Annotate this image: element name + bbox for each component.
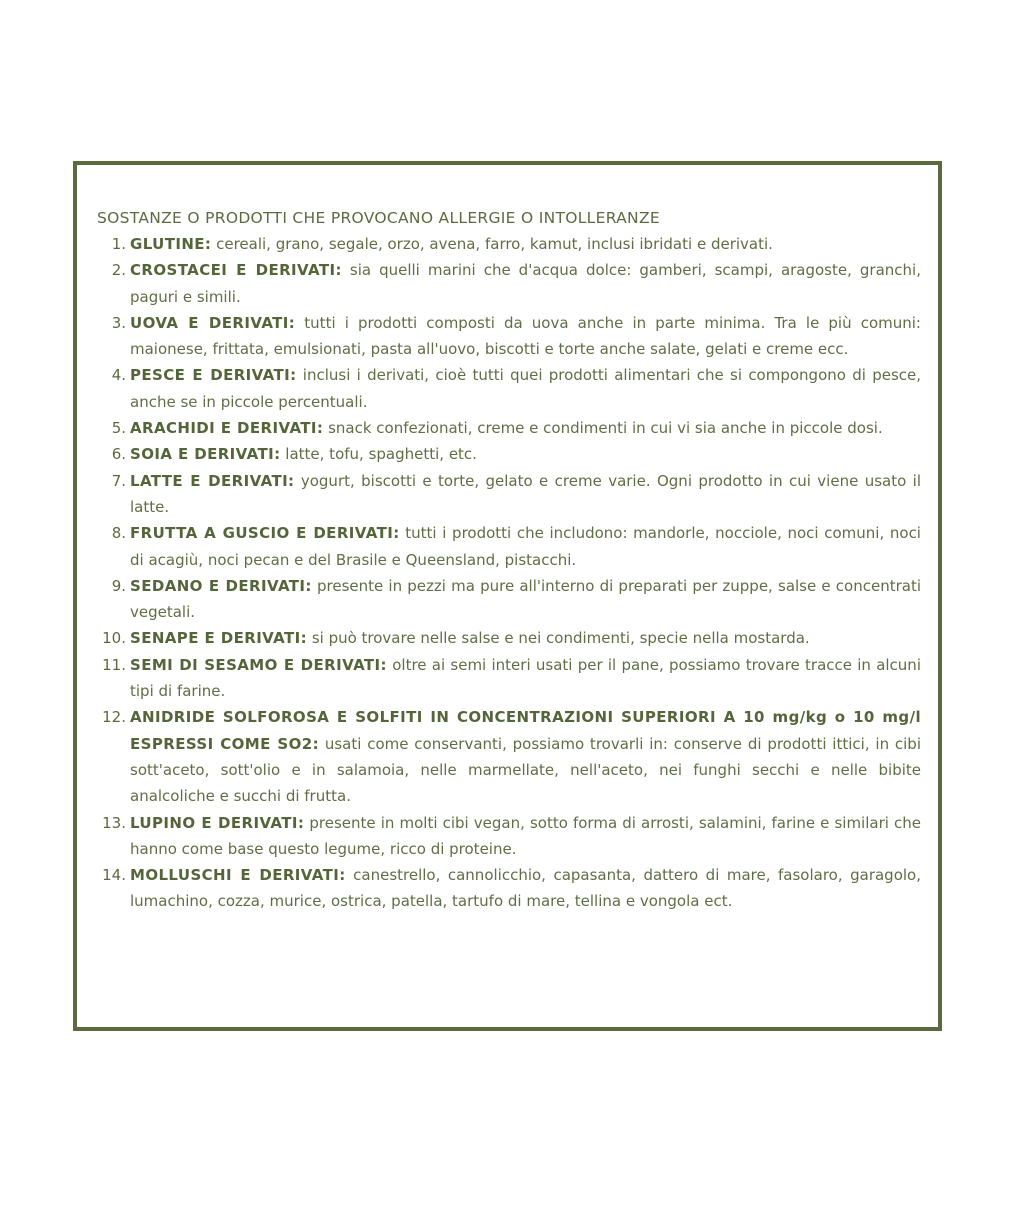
item-number: 11. [102,655,126,674]
allergen-name: SENAPE E DERIVATI: [130,629,308,648]
list-item [97,704,921,809]
item-number: 3. [111,313,126,332]
item-number: 1. [111,235,126,253]
allergen-description: presente in pezzi ma pure all'interno di preparati per zuppe, salse e concentrati vegetali. [130,576,922,622]
item-number: 10. [102,629,126,648]
item-number: 12. [102,708,126,727]
allergen-name: FRUTTA A GUSCIO E DERIVATI: [130,524,400,543]
item-number: 14. [102,866,126,885]
allergen-name: MOLLUSCHI E DERIVATI: [130,866,346,885]
allergen-content [97,205,921,915]
allergen-name: SEMI DI SESAMO E DERIVATI: [130,655,387,674]
allergen-description: latte, tofu, spaghetti, etc. [285,445,477,464]
allergen-description: cereali, grano, segale, orzo, avena, farro, kamut, inclusi ibridati e derivati. [216,235,773,253]
list-item [97,468,921,521]
list-item [97,362,921,415]
allergen-name: PESCE E DERIVATI: [130,366,297,385]
page-title: SOSTANZE O PRODOTTI CHE PROVOCANO ALLERGIE O INTOLLERANZE [97,209,660,227]
allergen-name: UOVA E DERIVATI: [130,313,296,332]
list-item [97,231,921,257]
allergen-name: CROSTACEI E DERIVATI: [130,261,342,280]
allergen-description: tutti i prodotti composti da uova anche in parte minima. Tra le più comuni: maionese, frittata, emulsionati, pasta all'uovo, biscotti e torte anche salate, gelati e creme ecc. [130,313,921,359]
allergen-name: SEDANO E DERIVATI: [130,576,312,595]
item-number: 13. [102,813,126,832]
list-item [97,625,921,651]
allergen-name: SOIA E DERIVATI: [130,445,281,464]
allergen-name: ARACHIDI E DERIVATI: [130,419,324,438]
item-number: 7. [111,471,126,490]
item-number: 2. [111,261,126,280]
list-item [97,652,921,705]
item-number: 9. [111,576,126,595]
allergen-panel [73,161,942,1031]
allergen-description: yogurt, biscotti e torte, gelato e creme varie. Ogni prodotto in cui viene usato il latte. [130,471,921,516]
allergen-description: inclusi i derivati, cioè tutti quei prodotti alimentari che si compongono di pesce, anche se in piccole percentuali. [130,366,922,411]
allergen-name: ANIDRIDE SOLFOROSA E SOLFITI IN CONCENTRAZIONI SUPERIORI A 10 mg/kg o 10 mg/l ESPRESSI COME SO2: [130,708,921,753]
allergen-name: GLUTINE: [130,235,212,253]
list-item [97,520,921,573]
allergen-description: presente in molti cibi vegan, sotto forma di arrosti, salamini, farine e similari che hanno come base questo legume, ricco di proteine. [130,813,921,858]
allergen-list [97,231,921,915]
allergen-description: tutti i prodotti che includono: mandorle, nocciole, noci comuni, noci di acagiù, noci pecan e del Brasile e Queensland, pistacchi. [130,524,921,569]
allergen-description: si può trovare nelle salse e nei condimenti, specie nella mostarda. [311,629,810,648]
item-number: 4. [111,366,126,385]
allergen-name: LATTE E DERIVATI: [130,471,295,490]
allergen-description: usati come conservanti, possiamo trovarli in: conserve di prodotti ittici, in cibi sott'aceto, sott'olio e in salamoia, nelle marmellate, nell'aceto, nei funghi secchi e nelle bibite analcoliche e succhi di frutta. [130,734,921,806]
list-item [97,810,921,863]
allergen-description: canestrello, cannolicchio, capasanta, dattero di mare, fasolaro, garagolo, lumachino, cozza, murice, ostrica, patella, tartufo di mare, tellina e vongola ect. [130,866,921,911]
list-item [97,862,921,915]
allergen-name: LUPINO E DERIVATI: [130,813,305,832]
item-number: 6. [111,445,126,464]
list-item [97,415,921,441]
allergen-description: oltre ai semi interi usati per il pane, possiamo trovare tracce in alcuni tipi di farine. [130,655,921,701]
allergen-description: snack confezionati, creme e condimenti in cui vi sia anche in piccole dosi. [328,419,883,438]
list-item [97,257,921,310]
allergen-description: sia quelli marini che d'acqua dolce: gamberi, scampi, aragoste, granchi, paguri e simili. [130,261,921,306]
item-number: 8. [111,524,126,543]
list-item [97,310,921,363]
list-item [97,441,921,467]
list-item [97,573,921,626]
item-number: 5. [111,419,126,438]
